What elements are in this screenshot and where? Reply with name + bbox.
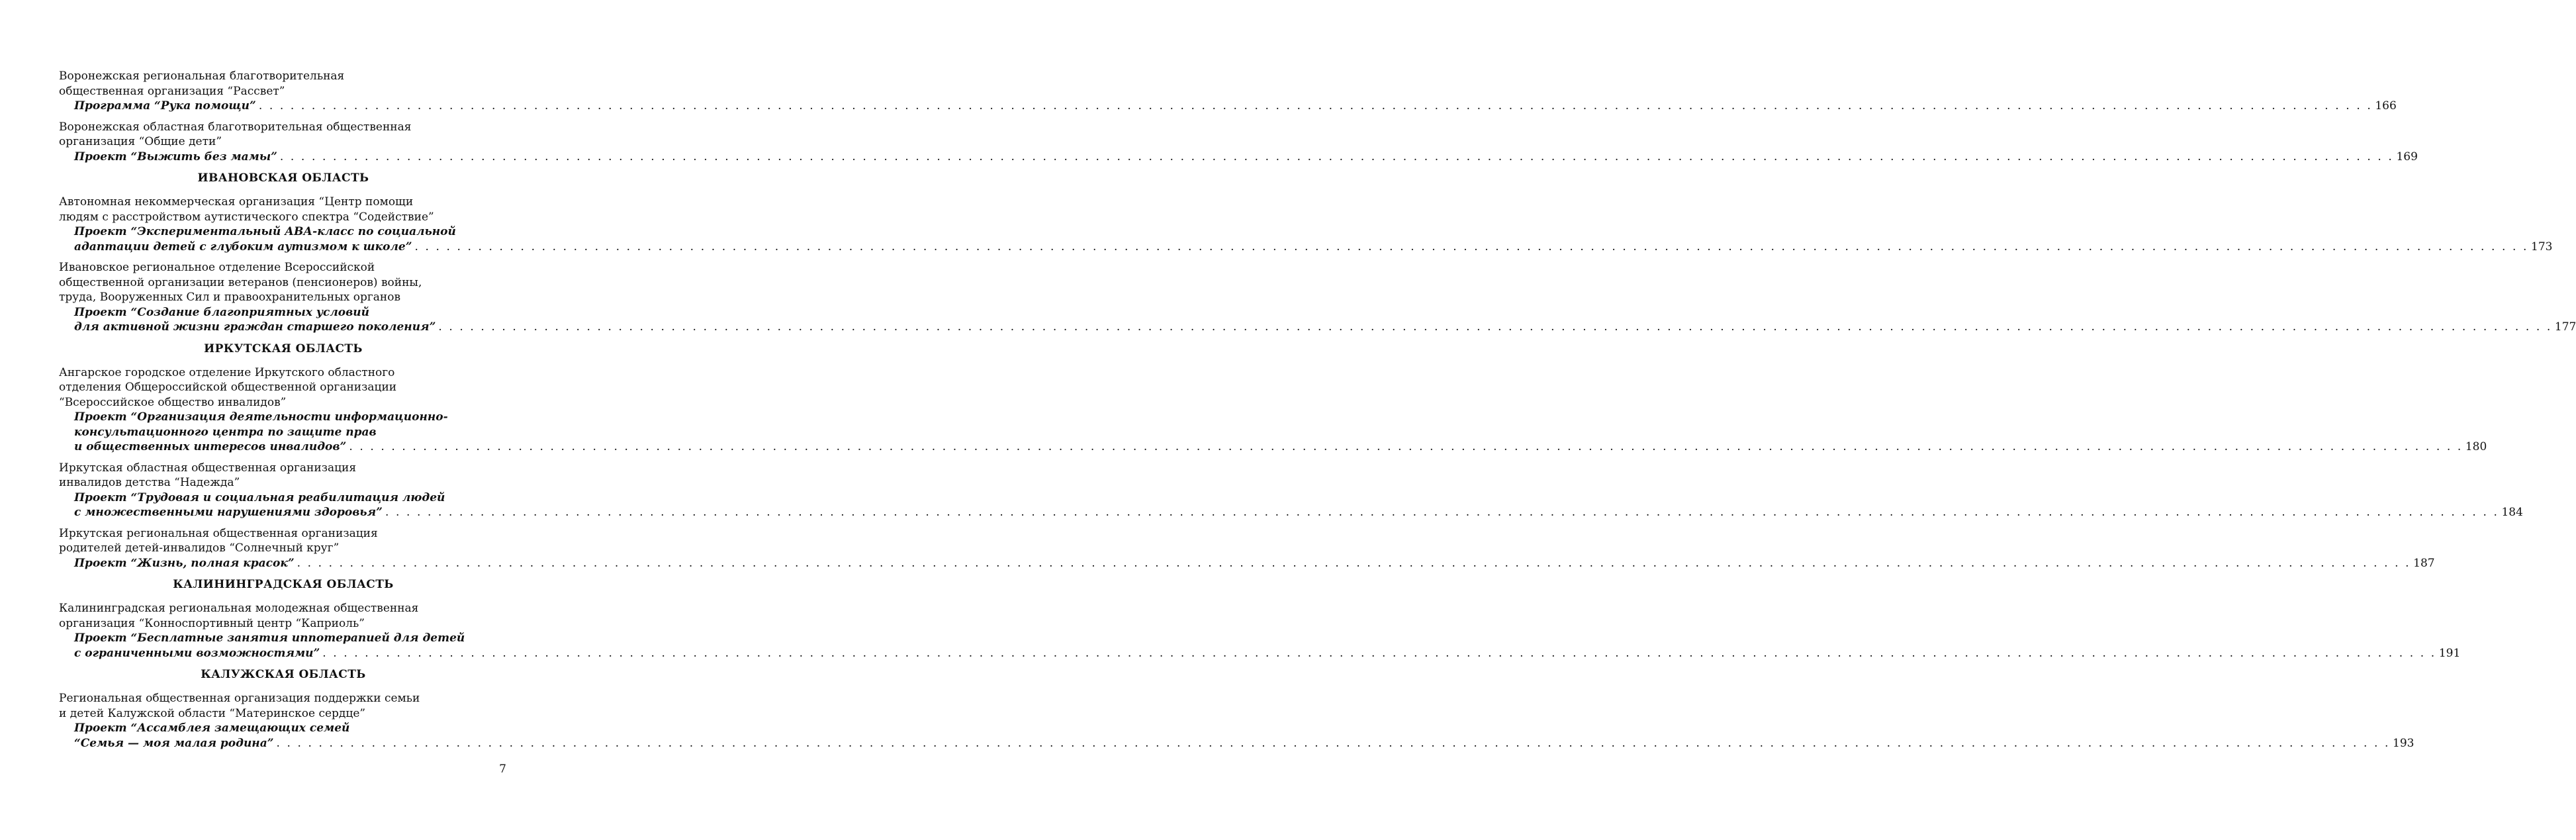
project-title-line <box>59 646 2461 661</box>
project-title-line: Проект “Трудовая и социальная реабилитация людей <box>74 490 445 504</box>
page-number: 7 <box>499 763 506 776</box>
project-title-text: для активной жизни граждан старшего поколения” <box>74 320 436 334</box>
project-title-text: с ограниченными возможностями” <box>74 646 320 660</box>
organization-line: “Всероссийское общество инвалидов” <box>59 395 287 409</box>
project-title-line <box>59 440 2487 455</box>
toc-entry <box>59 69 2397 114</box>
region-heading: ИВАНОВСКАЯ ОБЛАСТЬ <box>197 171 369 185</box>
page-reference: 177 <box>2554 320 2576 334</box>
organization-line: Автономная некоммерческая организация “Центр помощи <box>59 195 414 209</box>
project-title-line: Проект “Создание благоприятных условий <box>74 305 370 319</box>
project-title-line <box>59 99 2397 114</box>
toc-entry <box>59 601 2461 661</box>
project-title-text: “Семья — моя малая родина” <box>74 736 274 750</box>
project-title-line: Проект “Экспериментальный АВА-класс по социальной <box>74 225 456 238</box>
table-of-contents <box>59 69 2576 757</box>
project-title-line: Проект “Ассамблея замещающих семей <box>74 722 350 735</box>
project-title-text: адаптации детей с глубоким аутизмом к школе” <box>74 240 412 254</box>
project-title-line <box>59 150 2418 165</box>
organization-line: и детей Калужской области “Материнское сердце” <box>59 706 366 720</box>
page-reference: 187 <box>2413 556 2435 570</box>
project-title-line: консультационного центра по защите прав <box>74 425 377 439</box>
organization-line: общественной организации ветеранов (пенсионеров) войны, <box>59 275 422 289</box>
region-heading: КАЛИНИНГРАДСКАЯ ОБЛАСТЬ <box>173 578 394 591</box>
page-reference: 166 <box>2375 99 2397 113</box>
organization-line: Калининградская региональная молодежная общественная <box>59 602 419 615</box>
organization-line: труда, Вооруженных Сил и правоохранительных органов <box>59 291 401 304</box>
page-reference: 193 <box>2393 736 2415 750</box>
page-reference: 180 <box>2465 440 2487 453</box>
toc-entry <box>59 120 2418 165</box>
organization-line: организация “Общие дети” <box>59 135 222 148</box>
project-title-text: Программа “Рука помощи” <box>74 99 256 113</box>
project-title-line <box>59 505 2523 520</box>
page-reference: 169 <box>2396 150 2418 163</box>
dot-leader: . . . . . . . . . . . . . . . . . . . . . . . . . . . . . . . . . . . . . . . . . . . . . . . . . . . . . . . . . . . . . . . . . . . . . . . . . . . . . . . . . . . . . . . . . . . . . . . . . . . . . . . . . . . . . . . . . . . . . . . . . . . . . . . . . . . . . . . . . . . . . . . . . . . . . . . . . . . . . . . . . . . . . . . . . . . . . . . . . . . . . . . . . . . . . . . . . . . . . . . . <box>276 736 2391 750</box>
project-title-text: и общественных интересов инвалидов” <box>74 440 347 453</box>
project-title-line <box>59 320 2576 335</box>
project-title-text: Проект “Жизнь, полная красок” <box>74 556 295 570</box>
dot-leader: . . . . . . . . . . . . . . . . . . . . . . . . . . . . . . . . . . . . . . . . . . . . . . . . . . . . . . . . . . . . . . . . . . . . . . . . . . . . . . . . . . . . . . . . . . . . . . . . . . . . . . . . . . . . . . . . . . . . . . . . . . . . . . . . . . . . . . . . . . . . . . . . . . . . . . . . . . . . . . . . . . . . . . . . . . . . . . . . . . . . . . . . . . . . . . . . . . . . . . . . <box>414 240 2529 254</box>
project-title-text: Проект “Выжить без мамы” <box>74 150 277 163</box>
region-heading: КАЛУЖСКАЯ ОБЛАСТЬ <box>201 668 366 681</box>
dot-leader: . . . . . . . . . . . . . . . . . . . . . . . . . . . . . . . . . . . . . . . . . . . . . . . . . . . . . . . . . . . . . . . . . . . . . . . . . . . . . . . . . . . . . . . . . . . . . . . . . . . . . . . . . . . . . . . . . . . . . . . . . . . . . . . . . . . . . . . . . . . . . . . . . . . . . . . . . . . . . . . . . . . . . . . . . . . . . . . . . . . . . . . . . . . . . . . . . . . . . . . . <box>349 440 2463 453</box>
region-heading: ИРКУТСКАЯ ОБЛАСТЬ <box>204 342 363 355</box>
toc-entry <box>59 260 2576 335</box>
toc-entry <box>59 195 2553 254</box>
organization-line: Ангарское городское отделение Иркутского областного <box>59 365 395 379</box>
project-title-line <box>59 736 2415 751</box>
organization-line: общественная организация “Рассвет” <box>59 84 285 98</box>
project-title-line <box>59 556 2435 571</box>
organization-line: людям с расстройством аутистического спектра “Содействие” <box>59 210 434 224</box>
dot-leader: . . . . . . . . . . . . . . . . . . . . . . . . . . . . . . . . . . . . . . . . . . . . . . . . . . . . . . . . . . . . . . . . . . . . . . . . . . . . . . . . . . . . . . . . . . . . . . . . . . . . . . . . . . . . . . . . . . . . . . . . . . . . . . . . . . . . . . . . . . . . . . . . . . . . . . . . . . . . . . . . . . . . . . . . . . . . . . . . . . . . . . . . . . . . . . . . . . . . . . . . <box>322 646 2436 660</box>
project-title-line: Проект “Бесплатные занятия иппотерапией для детей <box>74 631 465 645</box>
toc-entry <box>59 526 2435 571</box>
dot-leader: . . . . . . . . . . . . . . . . . . . . . . . . . . . . . . . . . . . . . . . . . . . . . . . . . . . . . . . . . . . . . . . . . . . . . . . . . . . . . . . . . . . . . . . . . . . . . . . . . . . . . . . . . . . . . . . . . . . . . . . . . . . . . . . . . . . . . . . . . . . . . . . . . . . . . . . . . . . . . . . . . . . . . . . . . . . . . . . . . . . . . . . . . . . . . . . . . . . . . . . . <box>438 320 2552 334</box>
page-reference: 184 <box>2501 506 2523 519</box>
organization-line: Региональная общественная организация поддержки семьи <box>59 692 420 705</box>
organization-line: Иркутская региональная общественная организация <box>59 526 378 540</box>
project-title-line <box>59 240 2553 255</box>
organization-line: Иркутская областная общественная организация <box>59 461 357 475</box>
organization-line: родителей детей-инвалидов “Солнечный круг” <box>59 541 340 555</box>
project-title-text: с множественными нарушениями здоровья” <box>74 506 383 519</box>
toc-entry <box>59 365 2487 455</box>
organization-line: отделения Общероссийской общественной организации <box>59 381 397 394</box>
dot-leader: . . . . . . . . . . . . . . . . . . . . . . . . . . . . . . . . . . . . . . . . . . . . . . . . . . . . . . . . . . . . . . . . . . . . . . . . . . . . . . . . . . . . . . . . . . . . . . . . . . . . . . . . . . . . . . . . . . . . . . . . . . . . . . . . . . . . . . . . . . . . . . . . . . . . . . . . . . . . . . . . . . . . . . . . . . . . . . . . . . . . . . . . . . . . . . . . . . . . . . . . <box>258 99 2373 113</box>
dot-leader: . . . . . . . . . . . . . . . . . . . . . . . . . . . . . . . . . . . . . . . . . . . . . . . . . . . . . . . . . . . . . . . . . . . . . . . . . . . . . . . . . . . . . . . . . . . . . . . . . . . . . . . . . . . . . . . . . . . . . . . . . . . . . . . . . . . . . . . . . . . . . . . . . . . . . . . . . . . . . . . . . . . . . . . . . . . . . . . . . . . . . . . . . . . . . . . . . . . . . . . . <box>297 556 2411 570</box>
toc-entry <box>59 461 2523 520</box>
toc-entry <box>59 691 2415 751</box>
organization-line: инвалидов детства “Надежда” <box>59 476 240 489</box>
organization-line: Воронежская областная благотворительная общественная <box>59 120 412 134</box>
organization-line: организация “Конноспортивный центр “Каприоль” <box>59 616 365 630</box>
dot-leader: . . . . . . . . . . . . . . . . . . . . . . . . . . . . . . . . . . . . . . . . . . . . . . . . . . . . . . . . . . . . . . . . . . . . . . . . . . . . . . . . . . . . . . . . . . . . . . . . . . . . . . . . . . . . . . . . . . . . . . . . . . . . . . . . . . . . . . . . . . . . . . . . . . . . . . . . . . . . . . . . . . . . . . . . . . . . . . . . . . . . . . . . . . . . . . . . . . . . . . . . <box>385 506 2499 519</box>
dot-leader: . . . . . . . . . . . . . . . . . . . . . . . . . . . . . . . . . . . . . . . . . . . . . . . . . . . . . . . . . . . . . . . . . . . . . . . . . . . . . . . . . . . . . . . . . . . . . . . . . . . . . . . . . . . . . . . . . . . . . . . . . . . . . . . . . . . . . . . . . . . . . . . . . . . . . . . . . . . . . . . . . . . . . . . . . . . . . . . . . . . . . . . . . . . . . . . . . . . . . . . . <box>279 150 2394 163</box>
organization-line: Ивановское региональное отделение Всероссийской <box>59 261 375 274</box>
page-reference: 191 <box>2438 646 2461 660</box>
page-reference: 173 <box>2531 240 2553 254</box>
organization-line: Воронежская региональная благотворительная <box>59 70 345 83</box>
project-title-line: Проект “Организация деятельности информационно- <box>74 410 448 424</box>
